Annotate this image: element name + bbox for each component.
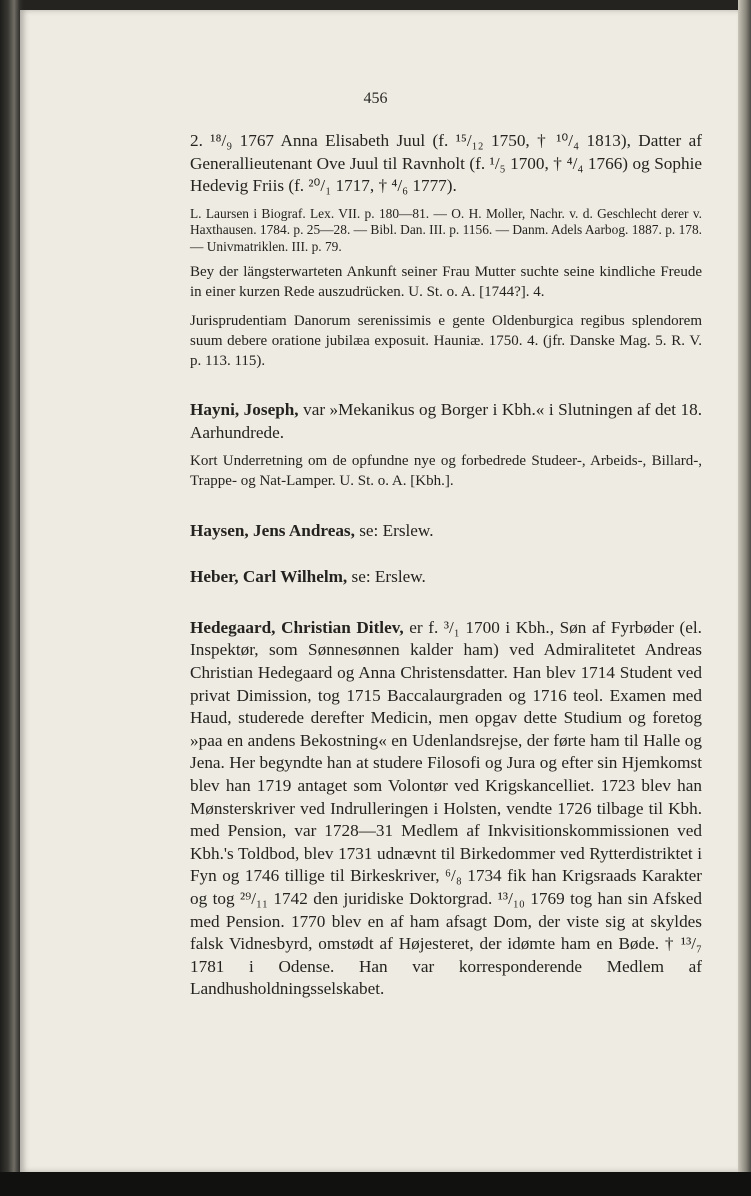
haysen-text: se: Erslew.: [354, 520, 434, 540]
juul-work-2: Jurisprudentiam Danorum serenissimis e gente Oldenburgica regibus splendorem suum debere oratione jubilæa exposuit. Hauniæ. 1750. 4. (jfr. Danske Mag. 5. R. V. p. 113. 115).: [190, 313, 702, 369]
text-column: [190, 130, 702, 1001]
juul-entry-text: 2. ¹⁸/₉ 1767 Anna Elisabeth Juul (f. ¹⁵/₁₂ 1750, † ¹⁰/₄ 1813), Datter af Generallieutenant Ove Juul til Ravnholt (f. ¹/₅ 1700, † ⁴/₄ 1766) og Sophie Hedevig Friis (f. ²⁰/₁ 1717, † ⁴/₆ 1777).: [190, 131, 702, 196]
juul-work-1: Bey der längsterwarteten Ankunft seiner Frau Mutter suchte seine kindliche Freude in einer kurzen Rede auszudrücken. U. St. o. A. [1744?]. 4.: [190, 264, 702, 300]
heber-entry: [190, 566, 702, 589]
hedegaard-headword: Hedegaard, Christian Ditlev,: [190, 617, 404, 637]
hedegaard-text: er f. ³/₁ 1700 i Kbh., Søn af Fyrbøder (el. Inspektør, som Sønnesønnen kalder ham) ved Admiralitetet Andreas Christian Hedegaard og Anna Christensdatter. Han blev 1714 Student ved privat Dimission, tog 1715 Baccalaurgraden og 1716 teol. Examen med Haud, studerede derefter Medicin, men opgav dette Studium og foretog »paa en andens Bekostning« en Udenlandsrejse, der førte ham til Halle og Jena. Her begyndte han at studere Filosofi og Jura og efter sin Hjemkomst blev han 1719 antaget som Volontør ved Krigskancelliet. 1723 blev han Mønsterskriver ved Indrulleringen i Holsten, vendte 1726 tilbage til Kbh. med Pension, var 1728—31 Medlem af Inkvisitionskommissionen ved Kbh.'s Toldbod, blev 1731 udnævnt til Birkedommer ved Rytterdistriktet i Fyn og 1746 tillige til Birkeskriver, ⁶/₈ 1734 fik han Krigsraads Karakter og tog ²⁹/₁₁ 1742 den juridiske Doktorgrad. ¹³/₁₀ 1769 tog han sin Afsked med Pension. 1770 blev en af ham afsagt Dom, der viste sig at skyldes falsk Vidnesbyrd, omstødt af Højesteret, der idømte ham en Bøde. † ¹³/₇ 1781 i Odense. Han var korresponderende Medlem af Landhusholdningsselskabet.: [190, 617, 702, 999]
haysen-entry: [190, 520, 702, 543]
page-edge-bottom: [0, 1172, 751, 1196]
heber-headword: Heber, Carl Wilhelm,: [190, 567, 348, 587]
hayni-headword: Hayni, Joseph,: [190, 400, 299, 420]
juul-references: L. Laursen i Biograf. Lex. VII. p. 180—81. — O. H. Moller, Nachr. v. d. Geschlecht derer v. Haxthausen. 1784. p. 25—28. — Bibl. Dan. III. p. 1156. — Danm. Adels Aarbog. 1887. p. 178. — Univmatriklen. III. p. 79.: [190, 205, 703, 254]
haysen-headword: Haysen, Jens Andreas,: [190, 520, 355, 540]
hedegaard-entry: [190, 617, 702, 1001]
hayni-entry: [190, 399, 702, 444]
page-number: 456: [363, 90, 388, 107]
hayni-text: var »Mekanikus og Borger i Kbh.« i Slutningen af det 18. Aarhundrede.: [190, 400, 702, 442]
hayni-work: Kort Underretning om de opfundne nye og forbedrede Studeer-, Arbeids-, Billard-, Trappe- og Nat-Lamper. U. St. o. A. [Kbh.].: [190, 453, 702, 490]
page-edge-right: [738, 0, 751, 1196]
heber-text: se: Erslew.: [347, 567, 426, 587]
